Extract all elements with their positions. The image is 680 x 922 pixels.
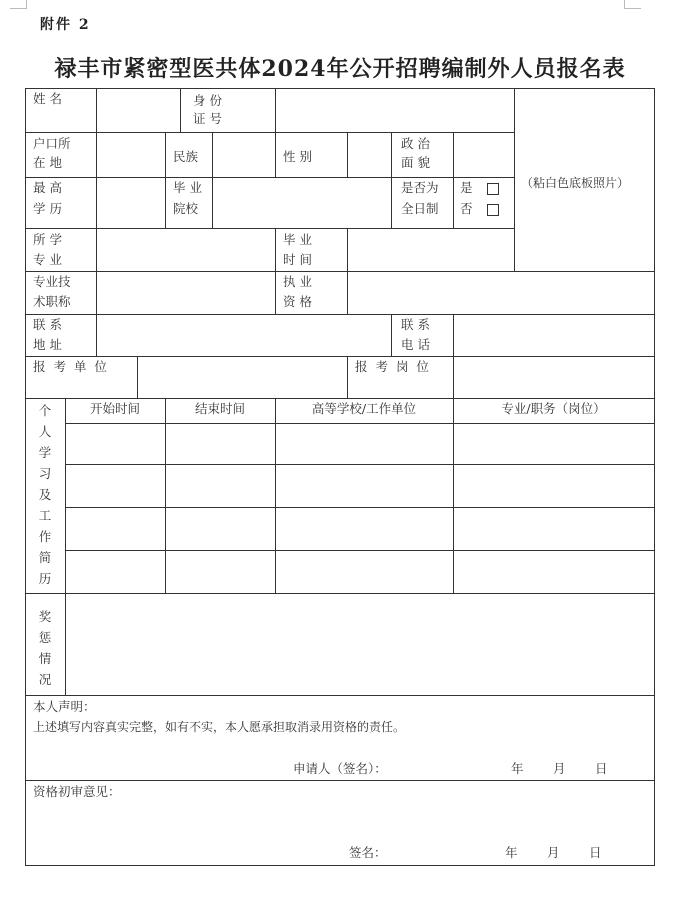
history-col-start: 开始时间 xyxy=(89,401,140,416)
school-label-2: 院校 xyxy=(173,201,199,216)
declaration-heading: 本人声明： xyxy=(33,699,96,714)
gender-label: 性 别 xyxy=(283,149,312,164)
phone-label-1: 联 系 xyxy=(401,317,430,332)
photo-note: （粘白色底板照片） xyxy=(521,176,630,190)
history-col-unit: 高等学校/工作单位 xyxy=(311,401,417,416)
review-year: 年 xyxy=(505,845,518,860)
education-label-1: 最 高 xyxy=(33,180,62,195)
major-label-1: 所 学 xyxy=(33,232,62,247)
apply-unit-label: 报 考 单 位 xyxy=(33,359,109,374)
hukou-label-2: 在 地 xyxy=(33,155,62,170)
declaration-year: 年 xyxy=(511,761,524,776)
crop-mark-right xyxy=(624,0,641,9)
side-label-char: 惩 xyxy=(38,630,52,645)
fulltime-no-label: 否 xyxy=(460,201,473,216)
history-col-major: 专业/职务（岗位） xyxy=(501,401,606,416)
side-label-char: 学 xyxy=(38,445,52,460)
form-title: 禄丰市紧密型医共体2024年公开招聘编制外人员报名表 xyxy=(54,56,626,82)
title-label-2: 术职称 xyxy=(33,294,71,309)
side-label-char: 情 xyxy=(38,651,52,666)
attachment-label: 附件 2 xyxy=(40,17,91,33)
review-day: 日 xyxy=(589,845,602,860)
review-heading: 资格初审意见： xyxy=(33,784,121,799)
side-label-char: 历 xyxy=(38,571,52,586)
major-label-2: 专 业 xyxy=(33,252,62,267)
review-sign-label: 签名： xyxy=(349,845,387,860)
crop-mark-left xyxy=(10,0,27,9)
license-label-2: 资 格 xyxy=(283,294,312,309)
fulltime-yes-checkbox[interactable] xyxy=(487,183,499,195)
fulltime-label-2: 全日制 xyxy=(401,201,439,216)
political-label-2: 面 貌 xyxy=(401,155,430,170)
phone-label-2: 电 话 xyxy=(401,337,430,352)
side-label-char: 况 xyxy=(38,672,52,687)
review-month: 月 xyxy=(547,845,560,860)
id-number-label-2: 证 号 xyxy=(193,111,222,126)
side-label-char: 习 xyxy=(38,466,52,481)
declaration-month: 月 xyxy=(553,761,566,776)
name-label: 姓 名 xyxy=(33,91,62,106)
declaration-text: 上述填写内容真实完整，如有不实，本人愿承担取消录用资格的责任。 xyxy=(33,720,406,734)
id-number-label-line1: 身 份 xyxy=(193,93,222,108)
grad-time-label-1: 毕 业 xyxy=(283,232,312,247)
political-label-1: 政 治 xyxy=(401,136,430,151)
fulltime-no-checkbox[interactable] xyxy=(487,204,499,216)
fulltime-no xyxy=(460,198,499,220)
side-label-char: 简 xyxy=(38,550,52,565)
address-label-2: 地 址 xyxy=(33,337,62,352)
side-label-char: 作 xyxy=(38,529,52,544)
title-label-1: 专业技 xyxy=(33,274,71,289)
address-label-1: 联 系 xyxy=(33,317,62,332)
apply-post-label: 报 考 岗 位 xyxy=(355,359,431,374)
fulltime-yes xyxy=(460,177,499,199)
hukou-label-1: 户口所 xyxy=(33,136,71,151)
declaration-day: 日 xyxy=(595,761,608,776)
awards-side-label xyxy=(33,606,57,690)
fulltime-yes-label: 是 xyxy=(460,180,473,195)
side-label-char: 奖 xyxy=(38,609,52,624)
grad-time-label-2: 时 间 xyxy=(283,252,312,267)
education-label-2: 学 历 xyxy=(33,201,62,216)
side-label-char: 工 xyxy=(38,508,52,523)
side-label-char: 及 xyxy=(38,487,52,502)
side-label-char: 个 xyxy=(38,403,52,418)
history-col-end: 结束时间 xyxy=(194,401,245,416)
history-side-label xyxy=(33,400,57,589)
ethnicity-label: 民族 xyxy=(173,149,199,164)
side-label-char: 人 xyxy=(38,424,52,439)
applicant-signature-label: 申请人（签名）： xyxy=(293,761,387,776)
license-label-1: 执 业 xyxy=(283,274,312,289)
school-label-1: 毕 业 xyxy=(173,180,202,195)
fulltime-label-1: 是否为 xyxy=(401,180,439,195)
registration-form xyxy=(25,88,655,866)
